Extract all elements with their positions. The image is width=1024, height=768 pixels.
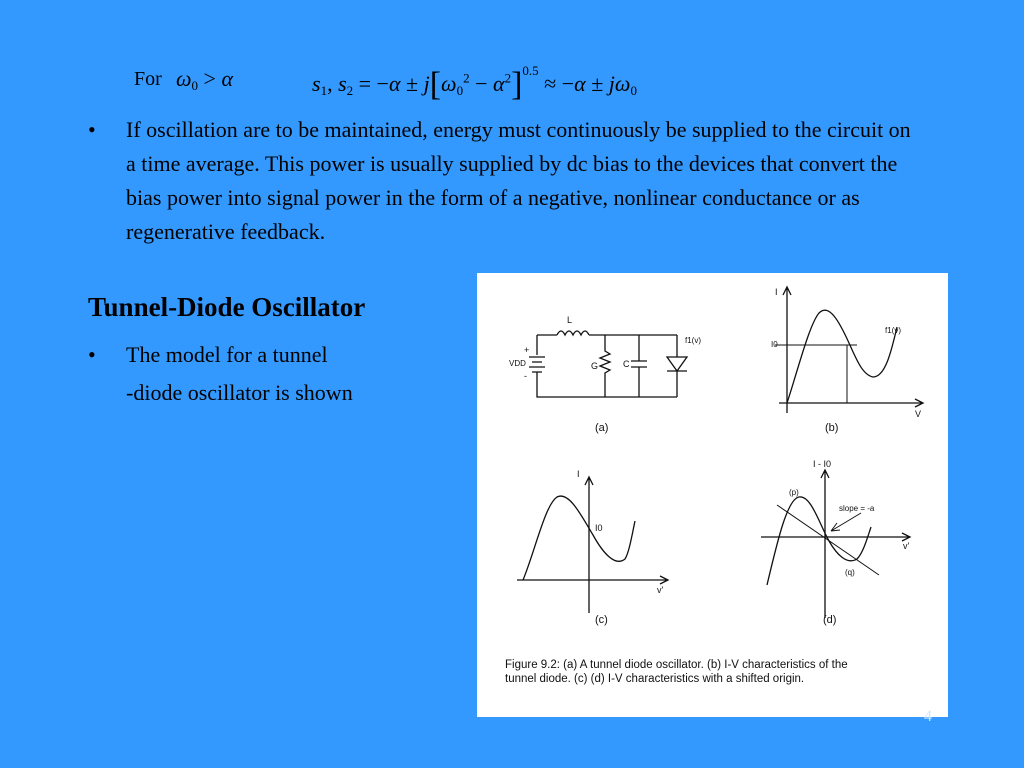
- figure-drawing: [477, 273, 948, 717]
- label-c-v: v': [657, 585, 664, 595]
- label-b-f1v: f1(v): [885, 326, 901, 335]
- label-f1v-a: f1(v): [685, 336, 701, 345]
- equation-for-label: For: [134, 68, 162, 90]
- bullet-marker: •: [88, 117, 96, 142]
- panel-c-label: (c): [595, 614, 608, 626]
- panel-d-label: (d): [823, 614, 837, 626]
- section-heading: Tunnel-Diode Oscillator: [88, 292, 366, 322]
- label-b-I0: I0: [771, 340, 778, 349]
- equation-condition: $\omega_0 > \alpha$: [176, 66, 234, 93]
- equation-roots: $s_1$, $s_2 = -\alpha \pm j[\omega_0^2 - \alpha^2]^{0.5} \approx -\alpha \pm j\omega_0$: [312, 63, 637, 103]
- label-d-slope: slope = -a: [839, 504, 875, 513]
- caption-line-2: tunnel diode. (c) (d) I-V characteristics with a shifted origin.: [505, 673, 805, 685]
- label-d-v: v': [903, 541, 910, 551]
- label-vdd: VDD: [509, 359, 526, 368]
- label-L: L: [567, 315, 573, 325]
- caption-line-1: Figure 9.2: (a) A tunnel diode oscillator. (b) I-V characteristics of the: [505, 659, 848, 671]
- label-plus: +: [524, 345, 530, 355]
- bullet-text: If oscillation are to be maintained, energy must continuously be supplied to the circuit on a time average. This power is usually supplied by dc bias to the devices that convert the bias power into signal power in the form of a negative, nonlinear conductance or as regenerative feedback.: [126, 117, 911, 244]
- label-c-I: I: [577, 469, 580, 479]
- label-d-I: I - I0: [813, 459, 832, 469]
- label-C: C: [623, 359, 630, 369]
- figure-9-2: [477, 273, 948, 717]
- label-d-p: (p): [789, 488, 799, 497]
- label-d-q: (q): [845, 568, 855, 577]
- equation-line: [130, 60, 750, 103]
- bullet-continuation: -diode oscillator is shown: [126, 380, 353, 405]
- label-b-I: I: [775, 287, 778, 297]
- bullet-text: The model for a tunnel: [126, 342, 328, 367]
- figure-caption: [505, 658, 945, 686]
- bullet-model: [88, 338, 448, 418]
- label-minus: -: [524, 371, 527, 381]
- label-G: G: [591, 361, 599, 371]
- bullet-oscillation: [88, 113, 911, 283]
- panel-b-label: (b): [825, 422, 839, 434]
- label-c-I0: I0: [595, 523, 603, 533]
- label-b-V: V: [915, 409, 922, 419]
- bullet-marker: •: [88, 342, 96, 367]
- page-number: 4: [924, 708, 932, 725]
- panel-a-label: (a): [595, 422, 609, 434]
